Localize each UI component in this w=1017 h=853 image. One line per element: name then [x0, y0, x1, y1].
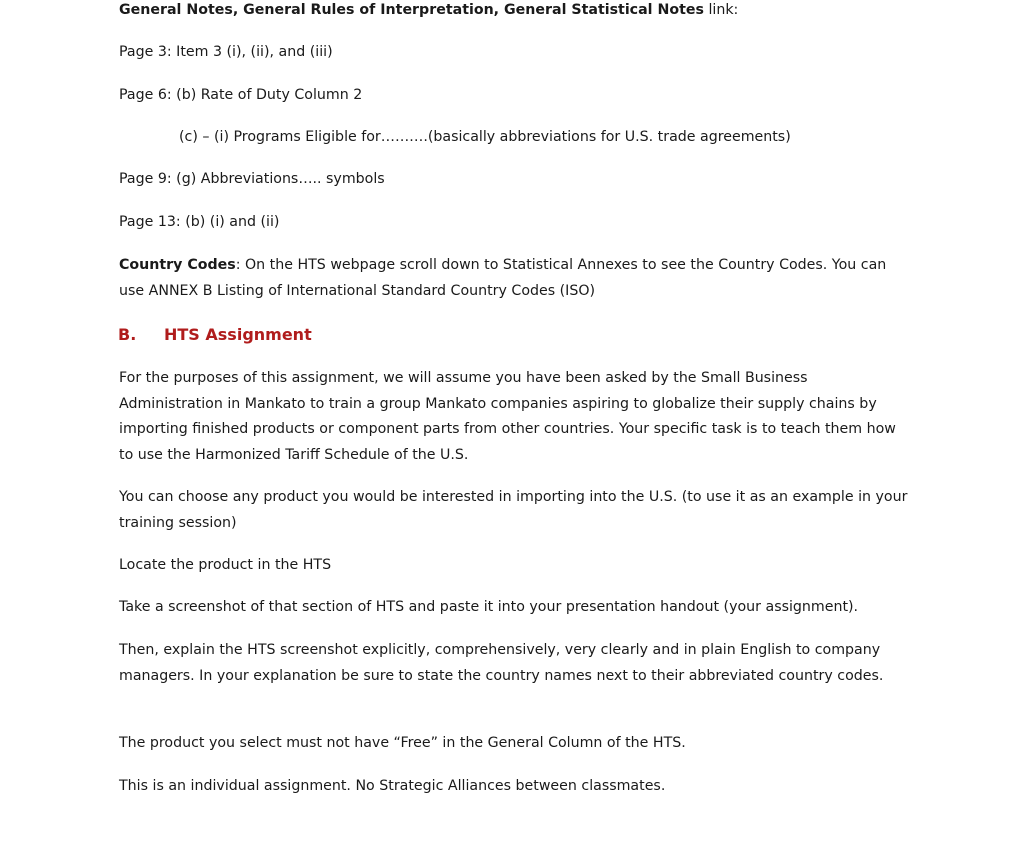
general-notes-line	[119, 0, 909, 24]
country-codes-text: On the HTS webpage scroll down to Statistical Annexes to see the Country Codes. You can use ANNEX B Listing of International Standard Country Codes (ISO)	[119, 257, 887, 299]
assignment-paragraph-5: Then, explain the HTS screenshot explicitly, comprehensively, very clearly and in plain English to company managers. In your explanation be sure to state the country names next to their abbreviated country codes.	[119, 642, 884, 684]
page6-subnote: (c) – (i) Programs Eligible for……….(basically abbreviations for U.S. trade agreements)	[179, 129, 791, 145]
page9-note: Page 9: (g) Abbreviations….. symbols	[119, 171, 385, 187]
page13-note: Page 13: (b) (i) and (ii)	[119, 214, 280, 230]
assignment-paragraph-3: Locate the product in the HTS	[119, 557, 332, 573]
assignment-paragraph-4: Take a screenshot of that section of HTS and paste it into your presentation handout (your assignment).	[119, 599, 859, 615]
country-codes-colon: :	[235, 257, 241, 273]
assignment-paragraph-7: This is an individual assignment. No Strategic Alliances between classmates.	[119, 778, 666, 794]
assignment-paragraph-6: The product you select must not have “Free” in the General Column of the HTS.	[119, 735, 686, 751]
assignment-paragraph-2: You can choose any product you would be interested in importing into the U.S. (to use it as an example in your training session)	[119, 489, 908, 531]
assignment-paragraph-1: For the purposes of this assignment, we will assume you have been asked by the Small Business Administration in Mankato to train a group Mankato companies aspiring to globalize their supply chains by importing finished products or component parts from other countries. Your specific task is to teach them how to use the Harmonized Tariff Schedule of the U.S.	[119, 370, 896, 463]
page3-note: Page 3: Item 3 (i), (ii), and (iii)	[119, 44, 333, 60]
country-codes-label: Country Codes	[119, 257, 236, 273]
country-codes-paragraph	[119, 253, 909, 304]
section-b-title: HTS Assignment	[164, 325, 312, 344]
general-notes-link[interactable]: link:	[703, 2, 739, 18]
section-b-number: B.	[118, 325, 137, 344]
section-b-heading	[118, 323, 312, 347]
general-notes-title: General Notes, General Rules of Interpretation, General Statistical Notes	[119, 2, 704, 18]
page6-note: Page 6: (b) Rate of Duty Column 2	[119, 87, 363, 103]
